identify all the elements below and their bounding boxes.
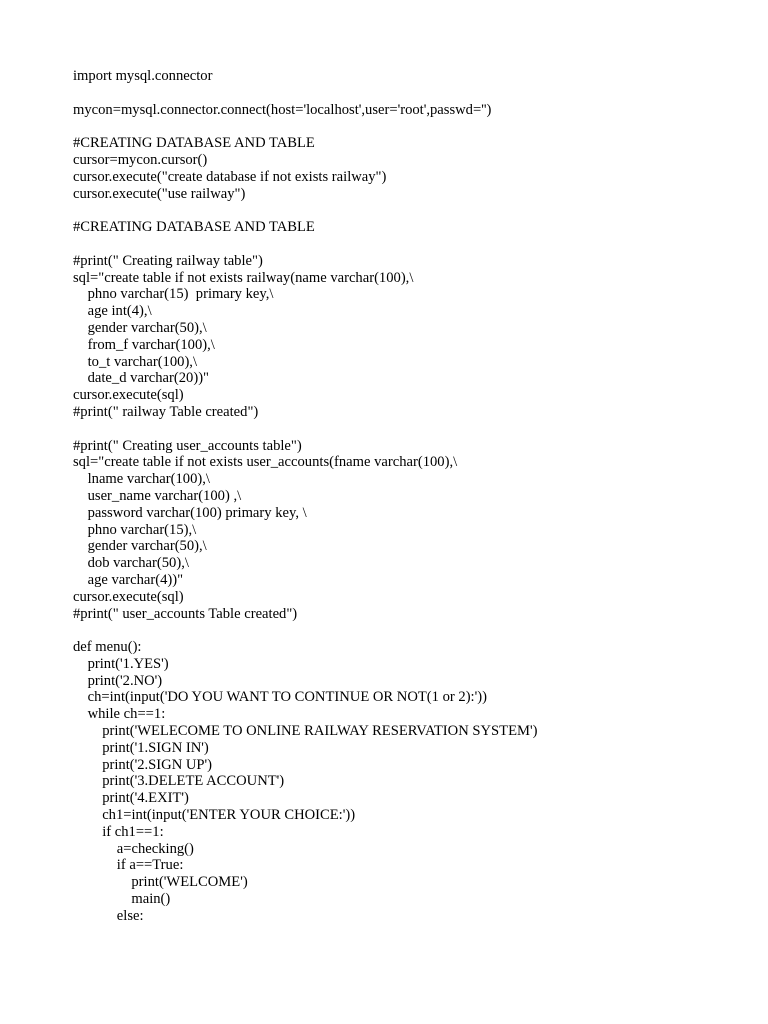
blank-line (73, 622, 733, 639)
text-line: phno varchar(15) primary key,\ (73, 286, 274, 303)
text-line: print('3.DELETE ACCOUNT') (73, 773, 285, 790)
text-line: password varchar(100) primary key, \ (73, 504, 307, 521)
blank-line (73, 236, 733, 253)
document-body (73, 68, 733, 925)
text-line: cursor.execute(sql) (73, 387, 184, 404)
text-line: else: (73, 907, 144, 924)
text-line: print('WELECOME TO ONLINE RAILWAY RESERVATION SYSTEM') (73, 723, 538, 740)
text-line: sql="create table if not exists user_accounts(fname varchar(100),\ (73, 454, 458, 471)
text-line: age varchar(4))" (73, 571, 184, 588)
blank-line (73, 118, 733, 135)
text-line: #print(" user_accounts Table created") (73, 605, 298, 622)
text-line: gender varchar(50),\ (73, 538, 207, 555)
text-line: sql="create table if not exists railway(name varchar(100),\ (73, 269, 414, 286)
text-line: dob varchar(50),\ (73, 555, 189, 572)
text-line: #print(" Creating user_accounts table") (73, 437, 302, 454)
text-line: a=checking() (73, 840, 194, 857)
text-line: if a==True: (73, 857, 184, 874)
blank-line (73, 85, 733, 102)
text-line: mycon=mysql.connector.connect(host='localhost',user='root',passwd='') (73, 101, 492, 118)
text-line: #CREATING DATABASE AND TABLE (73, 135, 315, 152)
text-line: print('2.NO') (73, 672, 163, 689)
text-line: print('4.EXIT') (73, 790, 189, 807)
text-line: print('1.SIGN IN') (73, 739, 209, 756)
text-line: gender varchar(50),\ (73, 319, 207, 336)
text-line: while ch==1: (73, 706, 166, 723)
text-line: cursor=mycon.cursor() (73, 151, 208, 168)
text-line: date_d varchar(20))" (73, 370, 210, 387)
text-line: print('1.YES') (73, 655, 169, 672)
blank-line (73, 421, 733, 438)
text-line: to_t varchar(100),\ (73, 353, 198, 370)
text-line: #CREATING DATABASE AND TABLE (73, 219, 315, 236)
text-line: if ch1==1: (73, 823, 164, 840)
text-line: ch1=int(input('ENTER YOUR CHOICE:')) (73, 807, 356, 824)
text-line: cursor.execute("use railway") (73, 185, 246, 202)
text-line: phno varchar(15),\ (73, 521, 197, 538)
text-line: import mysql.connector (73, 68, 213, 84)
text-line: main() (73, 891, 171, 908)
blank-line (73, 202, 733, 219)
text-line: #print(" railway Table created") (73, 403, 259, 420)
text-line: ch=int(input('DO YOU WANT TO CONTINUE OR NOT(1 or 2):')) (73, 689, 487, 706)
text-line: print('WELCOME') (73, 874, 248, 891)
text-line: def menu(): (73, 639, 142, 656)
text-line: lname varchar(100),\ (73, 471, 210, 488)
text-line: #print(" Creating railway table") (73, 252, 263, 269)
text-line: cursor.execute(sql) (73, 588, 184, 605)
text-line: cursor.execute("create database if not exists railway") (73, 168, 387, 185)
text-line: user_name varchar(100) ,\ (73, 487, 242, 504)
text-line: age int(4),\ (73, 303, 152, 320)
text-line: print('2.SIGN UP') (73, 756, 213, 773)
text-line: from_f varchar(100),\ (73, 336, 215, 353)
